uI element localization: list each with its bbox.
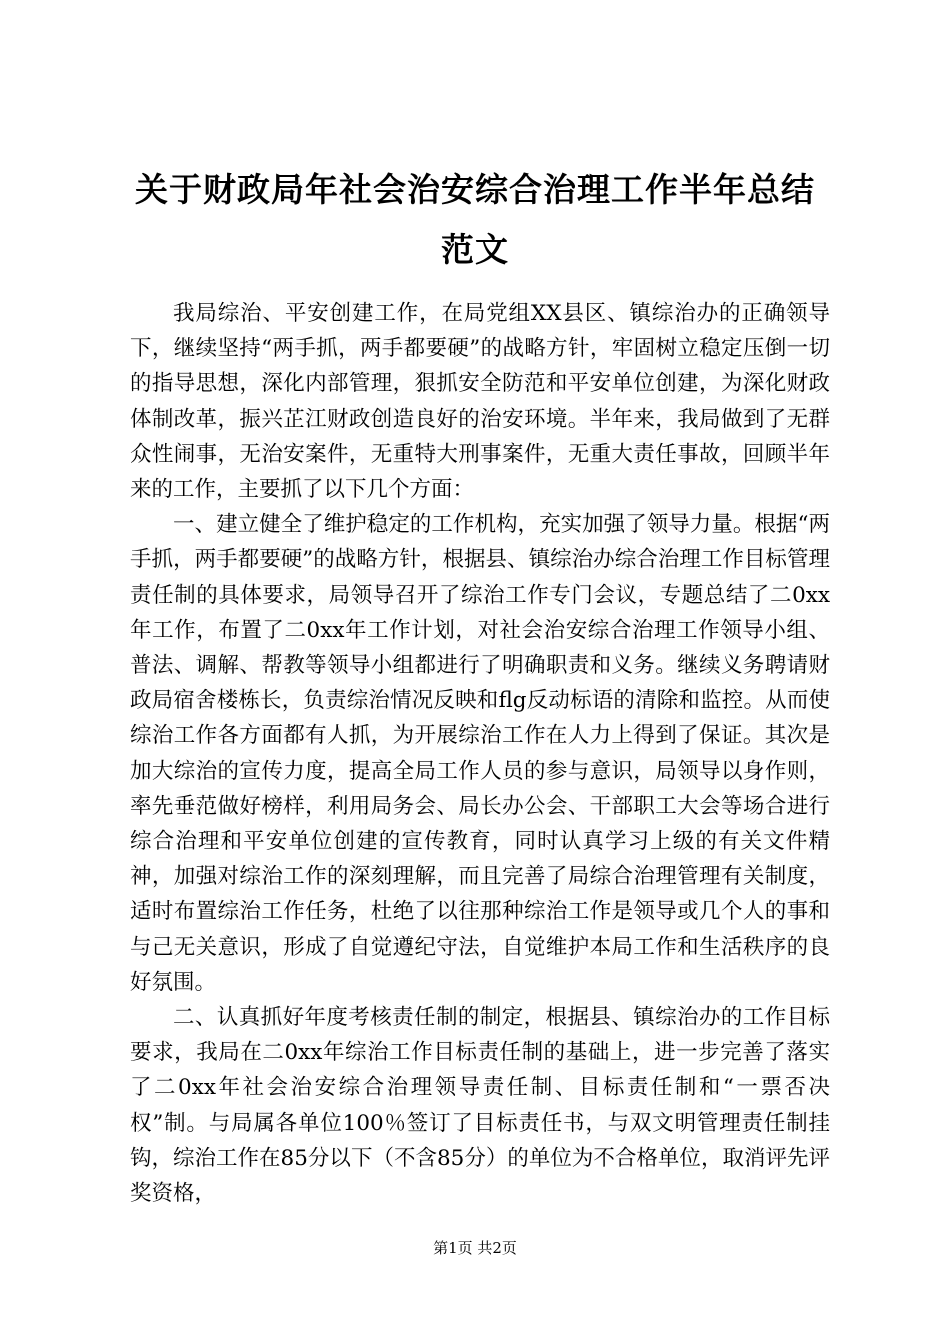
document-body [130,296,830,1211]
paragraph-section-2 [130,1000,830,1211]
paragraph-text: 二、认真抓好年度考核责任制的制定，根据县、镇综治办的工作目标要求，我局在二0xx年综治工作目标责任制的基础上，进一步完善了落实了二0xx年社会治安综合治理领导责任制、目标责任制和“一票否决权”制。与局属各单位100％签订了目标责任书，与双文明管理责任制挂钩，综治工作在85分以下（不含85分）的单位为不合格单位，取消评先评奖资格， [130,1005,830,1207]
title-line-2: 范文 [441,230,509,269]
paragraph-text: 我局综治、平安创建工作，在局党组XX县区、镇综治办的正确领导下，继续坚持“两手抓，两手都要硬”的战略方针，牢固树立稳定压倒一切的指导思想，深化内部管理，狠抓安全防范和平安单位创建，为深化财政体制改革，振兴芷江财政创造良好的治安环境。半年来，我局做到了无群众性闹事，无治安案件，无重特大刑事案件，无重大责任事故，回顾半年来的工作，主要抓了以下几个方面： [130,301,830,503]
paragraph-text: 一、建立健全了维护稳定的工作机构，充实加强了领导力量。根据“两手抓，两手都要硬”的战略方针，根据县、镇综治办综合治理工作目标管理责任制的具体要求，局领导召开了综治工作专门会议，专题总结了二0xx年工作，布置了二0xx年工作计划，对社会治安综合治理工作领导小组、普法、调解、帮教等领导小组都进行了明确职责和义务。继续义务聘请财政局宿舍楼栋长，负责综治情况反映和flg反动标语的清除和监控。从而使综治工作各方面都有人抓，为开展综治工作在人力上得到了保证。其次是加大综治的宣传力度，提高全局工作人员的参与意识，局领导以身作则，率先垂范做好榜样，利用局务会、局长办公会、干部职工大会等场合进行综合治理和平安单位创建的宣传教育，同时认真学习上级的有关文件精神，加强对综治工作的深刻理解，而且完善了局综合治理管理有关制度，适时布置综治工作任务，杜绝了以往那种综治工作是领导或几个人的事和与己无关意识，形成了自觉遵纪守法，自觉维护本局工作和生活秩序的良好氛围。 [130,512,830,995]
title-line-1: 关于财政局年社会治安综合治理工作半年总结 [135,170,815,209]
paragraph-section-1 [130,507,830,1000]
page-footer: 第1页 共2页 [433,1239,517,1257]
document-title [100,160,850,280]
paragraph-intro [130,296,830,507]
